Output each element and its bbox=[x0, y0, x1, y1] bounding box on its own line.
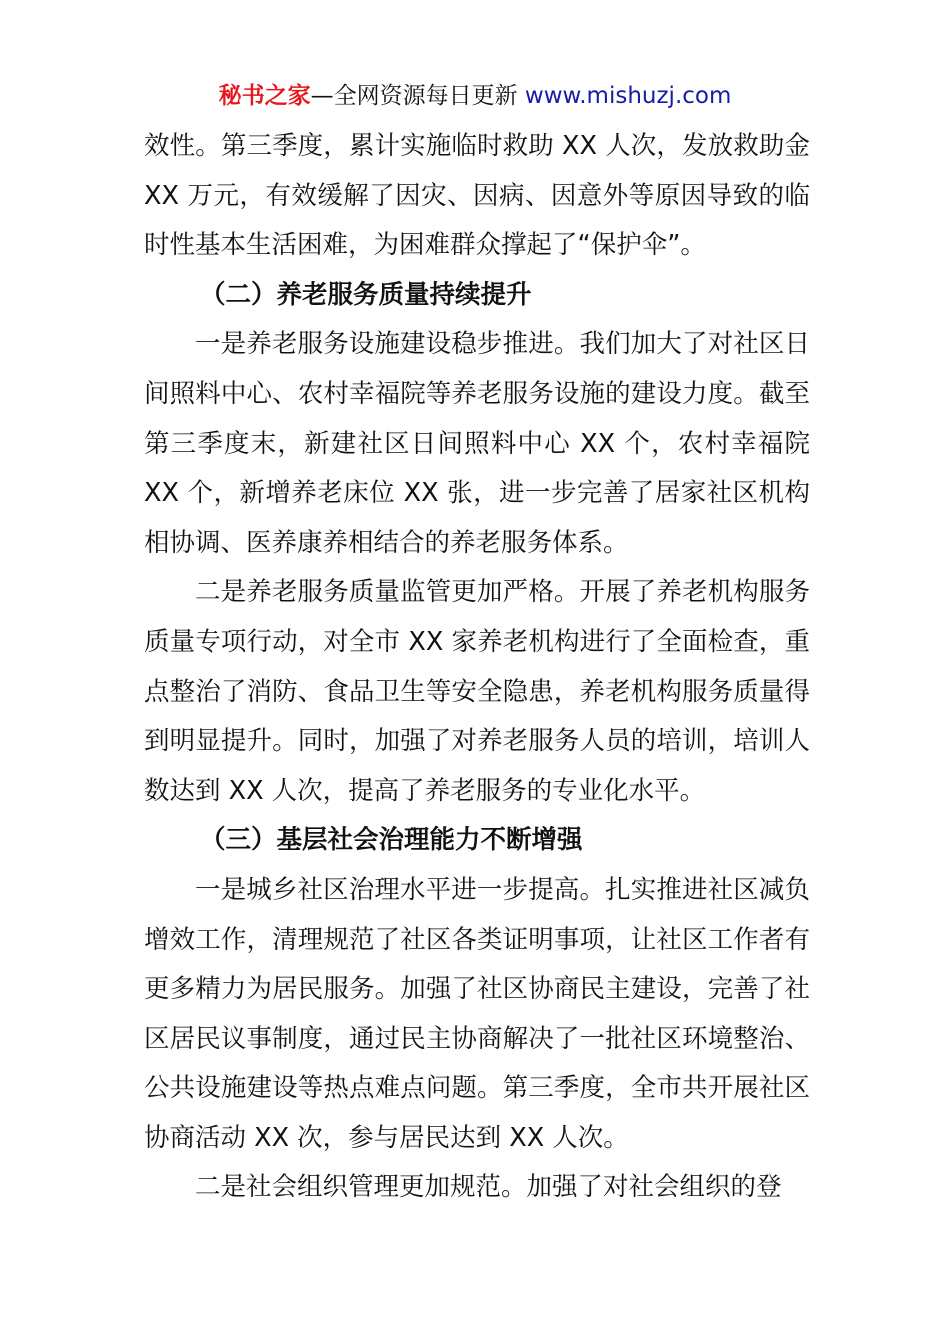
site-url-link[interactable]: www.mishuzj.com bbox=[524, 83, 732, 109]
paragraph-elderly-facilities: 一是养老服务设施建设稳步推进。我们加大了对社区日间照料中心、农村幸福院等养老服务设施的建设力度。截至第三季度末，新建社区日间照料中心 XX 个，农村幸福院 XX 个，新增养老床位 XX 张，进一步完善了居家社区机构相协调、医养康养相结合的养老服务体系。 bbox=[144, 329, 810, 558]
document-body bbox=[144, 122, 810, 1213]
paragraph-community-governance: 一是城乡社区治理水平进一步提高。扎实推进社区减负增效工作，清理规范了社区各类证明事项，让社区工作者有更多精力为居民服务。加强了社区协商民主建设，完善了社区居民议事制度，通过民主协商解决了一批社区环境整治、公共设施建设等热点难点问题。第三季度，全市共开展社区协商活动 XX 次，参与居民达到 XX 人次。 bbox=[144, 874, 810, 1153]
paragraph-continuation: 效性。第三季度，累计实施临时救助 XX 人次，发放救助金 XX 万元，有效缓解了因灾、因病、因意外等原因导致的临时性基本生活困难，为困难群众撑起了“保护伞”。 bbox=[144, 131, 810, 261]
section-heading-grassroots-governance: （三）基层社会治理能力不断增强 bbox=[200, 825, 583, 856]
site-brand: 秘书之家 bbox=[218, 83, 311, 109]
paragraph-social-organizations: 二是社会组织管理更加规范。加强了对社会组织的登 bbox=[195, 1172, 782, 1203]
section-heading-elderly-care: （二）养老服务质量持续提升 bbox=[200, 279, 532, 310]
site-tagline: —全网资源每日更新 bbox=[310, 83, 525, 109]
site-header bbox=[0, 80, 950, 112]
paragraph-elderly-supervision: 二是养老服务质量监管更加严格。开展了养老机构服务质量专项行动，对全市 XX 家养老机构进行了全面检查，重点整治了消防、食品卫生等安全隐患，养老机构服务质量得到明显提升。同时，加强了对养老服务人员的培训，培训人数达到 XX 人次，提高了养老服务的专业化水平。 bbox=[144, 577, 810, 806]
